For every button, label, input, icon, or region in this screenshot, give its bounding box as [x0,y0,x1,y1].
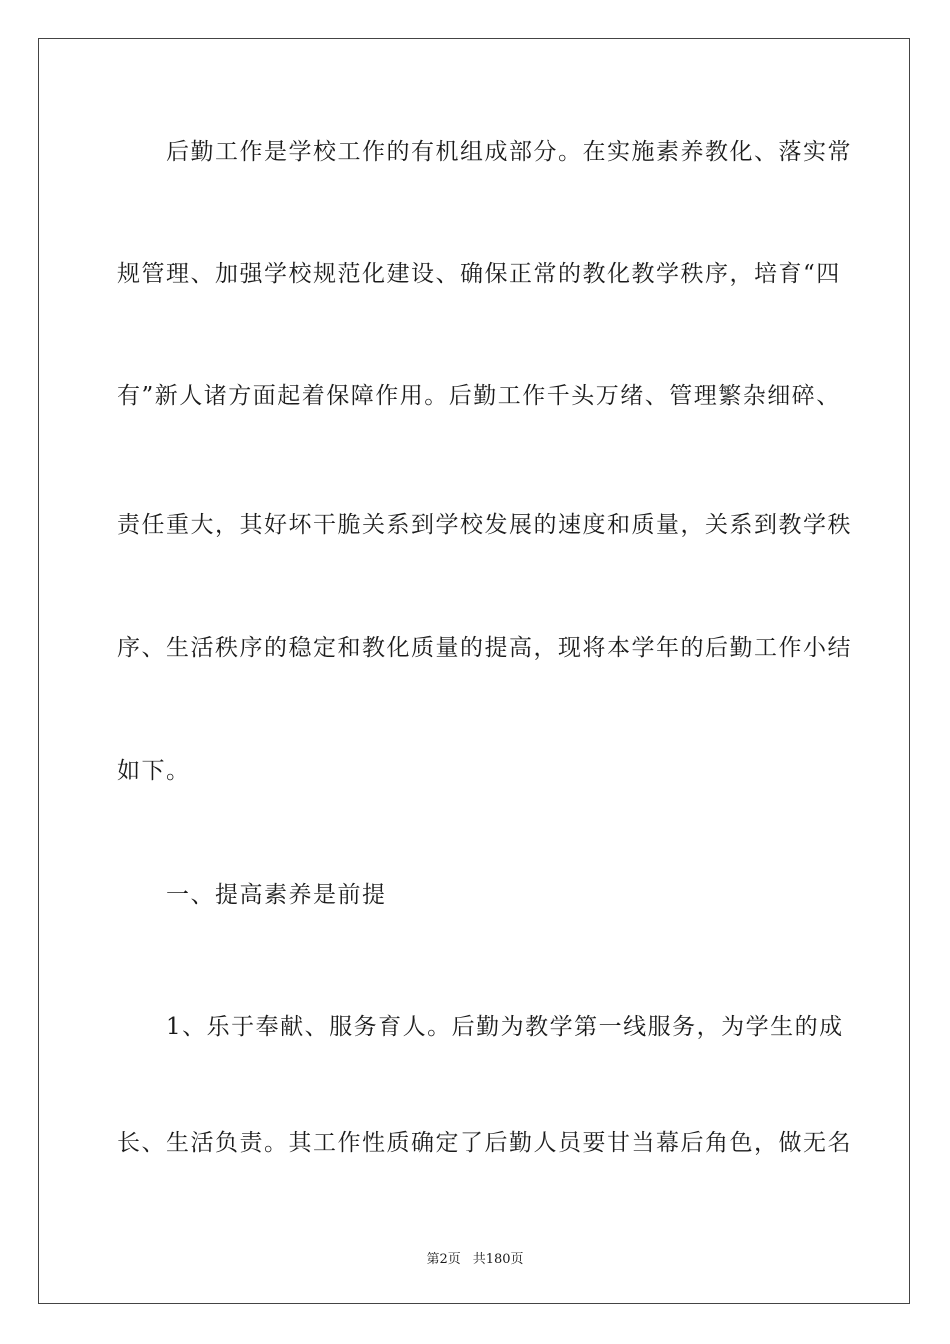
paragraph-line: 有”新人诸方面起着保障作用。后勤工作千头万绪、管理繁杂细碎、 [117,383,841,409]
page-footer [0,1248,950,1267]
paragraph-line: 序、生活秩序的稳定和教化质量的提高，现将本学年的后勤工作小结 [117,635,852,661]
paragraph-line: 1、乐于奉献、服务育人。后勤为教学第一线服务，为学生的成 [117,1014,844,1040]
page-border [38,38,910,1304]
page-total: 共180页 [472,1252,524,1267]
paragraph-line: 长、生活负责。其工作性质确定了后勤人员要甘当幕后角色，做无名 [117,1130,852,1156]
page-number: 第2页 [426,1252,461,1267]
paragraph-line: 后勤工作是学校工作的有机组成部分。在实施素养教化、落实常 [117,139,852,165]
paragraph-line: 规管理、加强学校规范化建设、确保正常的教化教学秩序，培育“四 [117,261,841,287]
paragraph-line: 如下。 [117,758,191,784]
paragraph-line: 责任重大，其好坏干脆关系到学校发展的速度和质量，关系到教学秩 [117,512,852,538]
section-heading: 一、提高素养是前提 [117,882,387,908]
